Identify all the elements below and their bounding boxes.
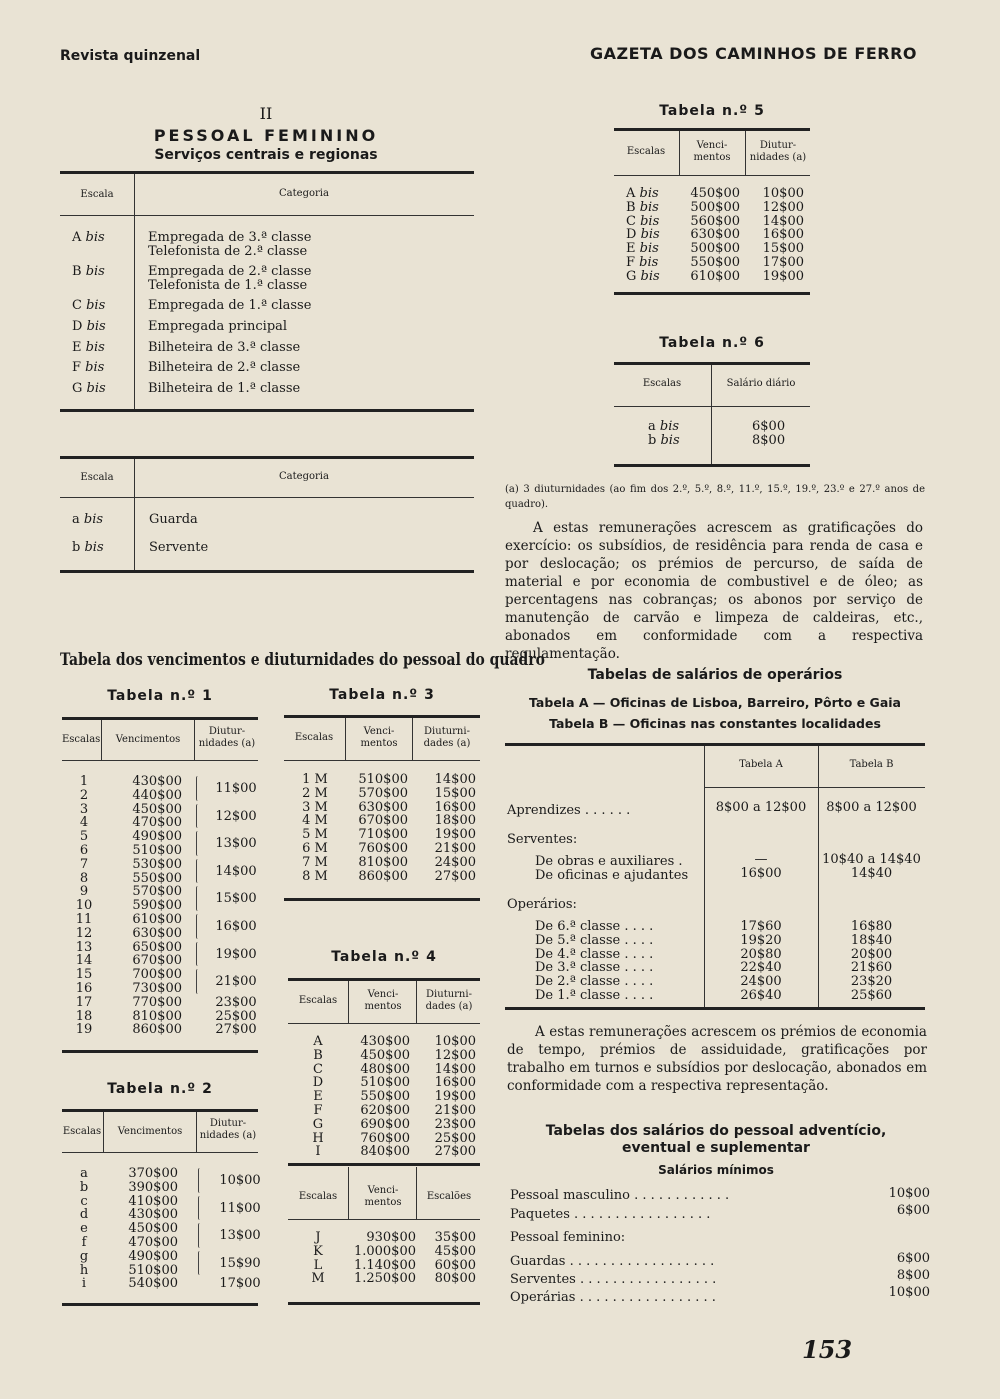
escala-value: A xyxy=(313,1034,323,1049)
vencimento-value: 1.250$00 xyxy=(353,1271,416,1287)
tabela-a-value: 16$00 xyxy=(740,866,782,881)
vencimento xyxy=(350,773,408,883)
escala-cell: G bis xyxy=(72,381,106,396)
vencimento-value: 510$00 xyxy=(358,772,408,787)
diuturnidade xyxy=(748,187,804,284)
escala-value: 2 xyxy=(79,787,89,803)
col-header: Escalas xyxy=(62,734,101,745)
escala-value: I xyxy=(315,1144,321,1160)
col-header: Diutur- nidades (a) xyxy=(749,140,807,163)
diuturnidade-value: 19$00 xyxy=(434,1089,476,1105)
diuturnidade-value: 19$00 xyxy=(215,946,257,962)
escala-value: c xyxy=(80,1193,88,1209)
col-header: Diutur- nidades (a) xyxy=(199,1118,257,1141)
escala-value: 17 xyxy=(75,994,93,1010)
escala-cell: A bis xyxy=(72,230,105,245)
escala-cell: a bis xyxy=(72,512,104,527)
tabela-a-value: 20$80 xyxy=(740,946,782,962)
diuturnidade-value: 17$00 xyxy=(219,1276,261,1292)
vencimento-value: 630$00 xyxy=(358,799,408,815)
escala-value: B bis xyxy=(626,199,659,215)
diuturnidade-value: 15$00 xyxy=(762,241,804,257)
tabela-b-value: 23$20 xyxy=(850,974,893,990)
tabela-b-value: 21$60 xyxy=(850,960,893,976)
brace xyxy=(196,886,200,911)
col-categoria-header: Categoria xyxy=(279,188,329,199)
section-title: Tabelas de salários de operários xyxy=(587,667,843,683)
operarios-label: Operários: xyxy=(507,897,577,912)
diuturnidade-value: 21$00 xyxy=(434,840,476,856)
escala-value: F bis xyxy=(626,254,659,270)
brace xyxy=(196,776,200,801)
diuturnidade-value: 27$00 xyxy=(434,1144,476,1160)
guardas-label: Guardas . . . . . . . . . . . . . . . . . . xyxy=(510,1254,715,1269)
escala-value: E bis xyxy=(626,241,659,257)
classe-label: De 4.ª classe . . . . xyxy=(535,946,654,962)
escala-value: f xyxy=(81,1234,87,1250)
categoria-cell: Empregada de 2.ª classe xyxy=(148,264,312,279)
escala-value: 15 xyxy=(75,967,93,983)
diuturnidade-value: 13$00 xyxy=(219,1228,261,1244)
escala-value: 13 xyxy=(75,939,93,955)
col-header: Venci- mentos xyxy=(693,140,731,163)
value: 6$00 xyxy=(896,1203,930,1218)
vencimento-value: 470$00 xyxy=(132,815,182,831)
escala-value: e xyxy=(80,1221,88,1237)
brace xyxy=(198,1251,202,1276)
brace xyxy=(198,1223,202,1248)
escala xyxy=(64,1167,104,1291)
col-header: Escalas xyxy=(298,1191,338,1202)
col-header: Escalas xyxy=(294,732,334,743)
escala-value: h xyxy=(79,1262,89,1278)
value: 10$00 xyxy=(888,1186,930,1201)
masculino-label: Pessoal masculino . . . . . . . . . . . . xyxy=(510,1188,730,1203)
escala-cell: a bis b bis xyxy=(648,419,680,448)
vencimento-value: 770$00 xyxy=(132,994,182,1010)
vencimento-value: 610$00 xyxy=(690,268,740,284)
table-title: Tabela n.º 2 xyxy=(107,1081,213,1097)
serventes-label: Serventes . . . . . . . . . . . . . . . . . xyxy=(510,1272,717,1287)
vencimento-value: 730$00 xyxy=(132,980,182,996)
diuturnidade-value: 21$00 xyxy=(434,1102,476,1118)
escala-value: 11 xyxy=(75,911,93,927)
col-header: Venci- mentos xyxy=(364,989,402,1012)
vencimento-value: 550$00 xyxy=(360,1089,410,1105)
paragraph-premios: A estas remunerações acrescem os prémios de economia de tempo, prémios de assiduidade, gratificações por trabalho em turnos e subsídios por deslocação, abonados em conformidade com a respectiva representação. xyxy=(507,1024,927,1094)
diuturnidade-value: 10$00 xyxy=(434,1034,476,1049)
vencimento-value: 710$00 xyxy=(358,827,408,843)
tabela-a-value: 19$20 xyxy=(740,932,782,948)
col-header: Diutur- nidades (a) xyxy=(198,726,256,749)
tabela-a-value: 22$40 xyxy=(740,960,782,976)
diuturnidade-value: 24$00 xyxy=(434,854,476,870)
vencimento xyxy=(108,1167,178,1291)
vencimento-value: 570$00 xyxy=(358,785,408,801)
vencimento-value: 410$00 xyxy=(128,1193,178,1209)
escala-value: K xyxy=(313,1243,323,1259)
col-header: Vencimentos xyxy=(115,734,181,745)
tabela-b-value: 18$40 xyxy=(850,932,893,948)
categoria-cell: Servente xyxy=(149,540,209,555)
tabela-b-value: 10$40 a 14$40 xyxy=(822,852,921,867)
escala-value: 10 xyxy=(75,898,93,914)
vencimento xyxy=(112,775,182,1037)
value: 10$00 xyxy=(888,1285,930,1300)
diuturnidade-value: 18$00 xyxy=(434,813,476,829)
vencimento-value: 450$00 xyxy=(132,801,182,817)
escala-value: 2 M xyxy=(302,785,328,801)
escala-value: L xyxy=(313,1257,323,1273)
escala-value: 5 xyxy=(79,829,89,845)
categoria-cell: Guarda xyxy=(149,512,198,527)
col-header: Diuturni- dades (a) xyxy=(425,989,473,1012)
vencimento-value: 470$00 xyxy=(128,1234,178,1250)
escala-value: G bis xyxy=(626,268,660,284)
diuturnidade-value: 10$00 xyxy=(219,1172,261,1188)
vencimento-value: 810$00 xyxy=(358,854,408,870)
escala-value: 14 xyxy=(75,953,93,969)
diuturnidade-value: 13$00 xyxy=(215,836,257,852)
brace xyxy=(196,942,200,967)
value: 8$00 xyxy=(896,1268,930,1283)
escala-value: C xyxy=(313,1061,323,1077)
diuturnidade-value: 12$00 xyxy=(215,808,257,824)
diuturnidade-value: 27$00 xyxy=(434,868,476,884)
page-number: 153 xyxy=(802,1335,853,1364)
escala-cell: F bis xyxy=(72,360,105,375)
diuturnidade-value: 14$00 xyxy=(762,213,804,229)
vencimento xyxy=(682,187,740,284)
col-header: Salário diário xyxy=(726,378,796,389)
diuturnidade-value: 19$00 xyxy=(434,827,476,843)
escala-value: J xyxy=(315,1230,321,1245)
vencimento-value: 550$00 xyxy=(132,870,182,886)
col-header: Tabela A xyxy=(739,759,783,770)
paquetes-label: Paquetes . . . . . . . . . . . . . . . . . xyxy=(510,1207,711,1222)
escala-value: g xyxy=(79,1248,89,1264)
escala-cell: C bis xyxy=(72,298,106,313)
salario-cell: 6$00 8$00 xyxy=(752,419,786,448)
diuturnidade-value: 16$00 xyxy=(215,918,257,934)
escala-value: b xyxy=(79,1179,89,1195)
paragraph-remuneracoes: A estas remunerações acrescem as gratificações do exercício: os subsídios, de residência para renda de casa e por deslocação; os prémios de percurso, de saída de material e por economia de combustivel e de óleo; as percentagens nas cobranças; os abonos por serviço de manutenção de carvão e limpeza de caldeiras, etc., abonados em conformidade com a respectiva regulamentação. xyxy=(505,520,923,662)
col-header: Diuturni- dades (a) xyxy=(423,726,471,749)
tabela-a-value: — xyxy=(754,852,768,867)
tabela-a-value: 8$00 a 12$00 xyxy=(715,800,807,815)
vencimento xyxy=(350,1231,416,1286)
vencimento-value: 550$00 xyxy=(690,254,740,270)
diuturnidade-value: 15$90 xyxy=(219,1255,261,1271)
tabela-b-value: 25$60 xyxy=(850,988,893,1003)
col-header: Escalas xyxy=(626,146,666,157)
escala-value: 3 xyxy=(79,801,89,817)
aprendizes-label: Aprendizes . . . . . . xyxy=(507,803,631,818)
oficinas-label: De oficinas e ajudantes xyxy=(535,868,689,883)
diuturnidade-value: 23$00 xyxy=(434,1116,476,1132)
vencimento-value: 390$00 xyxy=(128,1179,178,1195)
escala xyxy=(64,775,104,1037)
escala-value: E xyxy=(313,1089,323,1105)
diuturnidade-value: 15$00 xyxy=(215,891,257,907)
col-header: Venci- mentos xyxy=(360,726,398,749)
vencimento-value: 430$00 xyxy=(132,774,182,789)
tabela-a-value: 26$40 xyxy=(740,988,782,1003)
diuturnidade-value: 10$00 xyxy=(762,186,804,201)
obras-label: De obras e auxiliares . xyxy=(535,854,683,869)
escala-value: G xyxy=(312,1116,324,1132)
col-escala-header: Escala xyxy=(80,189,114,200)
escala-value: 4 xyxy=(79,815,89,831)
diuturnidade-value: 27$00 xyxy=(215,1022,257,1038)
classe-label: De 1.ª classe . . . . xyxy=(535,988,654,1003)
escala xyxy=(290,1035,346,1159)
escala-value: A bis xyxy=(626,186,659,201)
diuturnidade-value: 25$00 xyxy=(434,1130,476,1146)
diuturnidade-value: 12$00 xyxy=(762,199,804,215)
classe-label: De 5.ª classe . . . . xyxy=(535,932,654,948)
tabela-b-desc: Tabela B — Oficinas nas constantes localidades xyxy=(549,716,881,731)
vencimento-value: 590$00 xyxy=(132,898,182,914)
escala-value: 4 M xyxy=(302,813,328,829)
escala-cell: E bis xyxy=(72,340,105,355)
vencimento-value: 510$00 xyxy=(128,1262,178,1278)
tabela-a-value: 24$00 xyxy=(740,974,782,990)
running-header-left: Revista quinzenal xyxy=(60,48,201,64)
vencimento-value: 490$00 xyxy=(128,1248,178,1264)
vencimento-value: 690$00 xyxy=(360,1116,410,1132)
categoria-cell: Empregada de 3.ª classe xyxy=(148,230,312,245)
col-header: Tabela B xyxy=(849,759,894,770)
vencimento-value: 510$00 xyxy=(132,842,182,858)
brace xyxy=(198,1196,202,1221)
escala-value: 7 M xyxy=(302,854,328,870)
categoria-cell: Bilheteira de 1.ª classe xyxy=(148,381,301,396)
serventes-label: Serventes: xyxy=(507,832,578,847)
vencimento-value: 860$00 xyxy=(358,868,408,884)
feminino-label: Pessoal feminino: xyxy=(510,1230,626,1245)
escala-value: a xyxy=(80,1166,88,1181)
categoria-cell: Bilheteira de 2.ª classe xyxy=(148,360,301,375)
escala-value: C bis xyxy=(626,213,660,229)
section-title-1: Tabelas dos salários do pessoal adventício, xyxy=(545,1123,887,1139)
vencimento-value: 1.000$00 xyxy=(353,1243,416,1259)
vencimento-value: 530$00 xyxy=(132,856,182,872)
operarias-label: Operárias . . . . . . . . . . . . . . . . . xyxy=(510,1290,716,1305)
escalao-value: 80$00 xyxy=(434,1271,476,1287)
escala-value: 19 xyxy=(75,1022,93,1038)
table-title: Tabela n.º 5 xyxy=(659,103,765,119)
section-number: II xyxy=(259,104,273,123)
col-escala-header: Escala xyxy=(80,472,114,483)
escala-value: 5 M xyxy=(302,827,328,843)
diuturnidade-value: 21$00 xyxy=(215,974,257,990)
table-title: Tabela n.º 3 xyxy=(329,687,435,703)
escala-cell: B bis xyxy=(72,264,105,279)
section-title: PESSOAL FEMININO xyxy=(153,126,379,145)
vencimento-value: 450$00 xyxy=(128,1221,178,1237)
vencimento-value: 490$00 xyxy=(132,829,182,845)
vencimento-value: 510$00 xyxy=(360,1075,410,1091)
diuturnidade-value: 25$00 xyxy=(215,1008,257,1024)
vencimento-value: 760$00 xyxy=(360,1130,410,1146)
diuturnidade-value: 12$00 xyxy=(434,1047,476,1063)
vencimento-value: 700$00 xyxy=(132,967,182,983)
tabela-a-desc: Tabela A — Oficinas de Lisboa, Barreiro, Pôrto e Gaia xyxy=(529,695,901,710)
table-title: Tabela n.º 4 xyxy=(331,949,437,965)
tabela-b-value: 20$00 xyxy=(850,946,893,962)
brace xyxy=(196,914,200,939)
diuturnidade-value: 14$00 xyxy=(215,863,257,879)
escala-value: D bis xyxy=(626,227,660,243)
vencimento-value: 610$00 xyxy=(132,911,182,927)
section-subtitle: Salários mínimos xyxy=(658,1163,774,1177)
value: 6$00 xyxy=(896,1251,930,1266)
vencimento-value: 570$00 xyxy=(132,884,182,900)
categoria-cell: Bilheteira de 3.ª classe xyxy=(148,340,301,355)
categoria-cell: Telefonista de 2.ª classe xyxy=(148,244,308,259)
escala-value: 9 xyxy=(79,884,89,900)
vencimento-value: 650$00 xyxy=(132,939,182,955)
brace xyxy=(196,804,200,829)
footnote: (a) 3 diuturnidades (ao fim dos 2.º, 5.º, 8.º, 11.º, 15.º, 19.º, 23.º e 27.º anos de quadro). xyxy=(505,484,925,510)
vencimento xyxy=(350,1035,410,1159)
escala-cell: b bis xyxy=(72,540,104,555)
diuturnidade-value: 14$00 xyxy=(434,1061,476,1077)
vencimento-value: 760$00 xyxy=(358,840,408,856)
vencimento-value: 440$00 xyxy=(132,787,182,803)
diuturnidade-value: 16$00 xyxy=(434,799,476,815)
col-header: Venci- mentos xyxy=(364,1185,402,1208)
col-header: Escalas xyxy=(62,1126,102,1137)
vencimento-value: 670$00 xyxy=(132,953,182,969)
classe-label: De 6.ª classe . . . . xyxy=(535,919,654,934)
escala-value: M xyxy=(311,1271,325,1287)
tabela-b-value: 16$80 xyxy=(850,919,893,934)
diuturnidade xyxy=(420,773,476,883)
tabela-b-value: 8$00 a 12$00 xyxy=(826,800,917,815)
escala-cell: D bis xyxy=(72,319,106,334)
escalao-value: 45$00 xyxy=(434,1243,476,1259)
escala-value: 18 xyxy=(75,1008,93,1024)
vencimento-value: 430$00 xyxy=(128,1207,178,1223)
brace xyxy=(196,969,200,994)
escalao-value: 60$00 xyxy=(434,1257,476,1273)
brace xyxy=(196,831,200,856)
escala xyxy=(290,1231,346,1286)
vencimento-value: 630$00 xyxy=(690,227,740,243)
escala-value: 8 xyxy=(79,870,89,886)
vencimento-value: 930$00 xyxy=(366,1230,416,1245)
running-header-right: GAZETA DOS CAMINHOS DE FERRO xyxy=(589,44,917,63)
escala-value: 1 xyxy=(79,774,89,789)
col-header: Escalas xyxy=(642,378,682,389)
escala-value: 8 M xyxy=(302,868,328,884)
vencimento-value: 560$00 xyxy=(690,213,740,229)
tabela-a-value: 17$60 xyxy=(740,919,782,934)
escala xyxy=(626,187,676,284)
diuturnidade-value: 17$00 xyxy=(762,254,804,270)
vencimento-value: 450$00 xyxy=(360,1047,410,1063)
diuturnidade-value: 16$00 xyxy=(762,227,804,243)
escala xyxy=(290,773,340,883)
diuturnidade-value: 14$00 xyxy=(434,772,476,787)
vencimento-value: 540$00 xyxy=(128,1276,178,1292)
brace xyxy=(196,859,200,884)
col-header: Escalas xyxy=(298,995,338,1006)
vencimento-value: 630$00 xyxy=(132,925,182,941)
tabela-b-value: 14$40 xyxy=(850,866,893,881)
vencimento-value: 480$00 xyxy=(360,1061,410,1077)
vencimento-value: 370$00 xyxy=(128,1166,178,1181)
diuturnidade xyxy=(420,1035,476,1159)
escala-value: H xyxy=(312,1130,324,1146)
diuturnidade-value: 15$00 xyxy=(434,785,476,801)
categoria-cell: Empregada principal xyxy=(148,319,288,334)
escalao xyxy=(420,1231,476,1286)
escala-value: B xyxy=(313,1047,323,1063)
categoria-cell: Empregada de 1.ª classe xyxy=(148,298,312,313)
col-header: Escalões xyxy=(426,1191,472,1202)
vencimento-value: 1.140$00 xyxy=(353,1257,416,1273)
escala-value: F xyxy=(313,1102,323,1118)
diuturnidade-value: 23$00 xyxy=(215,994,257,1010)
escala-value: 12 xyxy=(75,925,93,941)
main-title: Tabela dos vencimentos e diuturnidades do pessoal do quadro xyxy=(60,650,545,670)
vencimento-value: 860$00 xyxy=(132,1022,182,1038)
diuturnidade-value: 16$00 xyxy=(434,1075,476,1091)
escala-value: 6 xyxy=(79,842,89,858)
vencimento-value: 670$00 xyxy=(358,813,408,829)
vencimento-value: 810$00 xyxy=(132,1008,182,1024)
vencimento-value: 500$00 xyxy=(690,241,740,257)
escala-value: 1 M xyxy=(302,772,328,787)
table-title: Tabela n.º 1 xyxy=(107,688,213,704)
escala-value: 7 xyxy=(79,856,89,872)
vencimento-value: 430$00 xyxy=(360,1034,410,1049)
col-header: Vencimentos xyxy=(117,1126,183,1137)
section-subtitle: Serviços centrais e regionas xyxy=(154,147,378,163)
vencimento-value: 620$00 xyxy=(360,1102,410,1118)
section-title-2: eventual e suplementar xyxy=(622,1140,810,1156)
brace xyxy=(198,1168,202,1193)
table-title: Tabela n.º 6 xyxy=(659,335,765,351)
escala-value: 6 M xyxy=(302,840,328,856)
vencimento-value: 840$00 xyxy=(360,1144,410,1160)
escala-value: i xyxy=(81,1276,87,1292)
col-categoria-header: Categoria xyxy=(279,471,329,482)
escala-value: 16 xyxy=(75,980,93,996)
vencimento-value: 500$00 xyxy=(690,199,740,215)
escala-value: d xyxy=(79,1207,89,1223)
classe-label: De 3.ª classe . . . . xyxy=(535,960,654,976)
escala-value: 3 M xyxy=(302,799,328,815)
diuturnidade-value: 19$00 xyxy=(762,268,804,284)
escala-value: D xyxy=(312,1075,324,1091)
diuturnidade-value: 11$00 xyxy=(215,780,257,796)
categoria-cell: Telefonista de 1.ª classe xyxy=(148,278,308,293)
classe-label: De 2.ª classe . . . . xyxy=(535,974,654,990)
escalao-value: 35$00 xyxy=(434,1230,476,1245)
diuturnidade-value: 11$00 xyxy=(219,1200,261,1216)
vencimento-value: 450$00 xyxy=(690,186,740,201)
